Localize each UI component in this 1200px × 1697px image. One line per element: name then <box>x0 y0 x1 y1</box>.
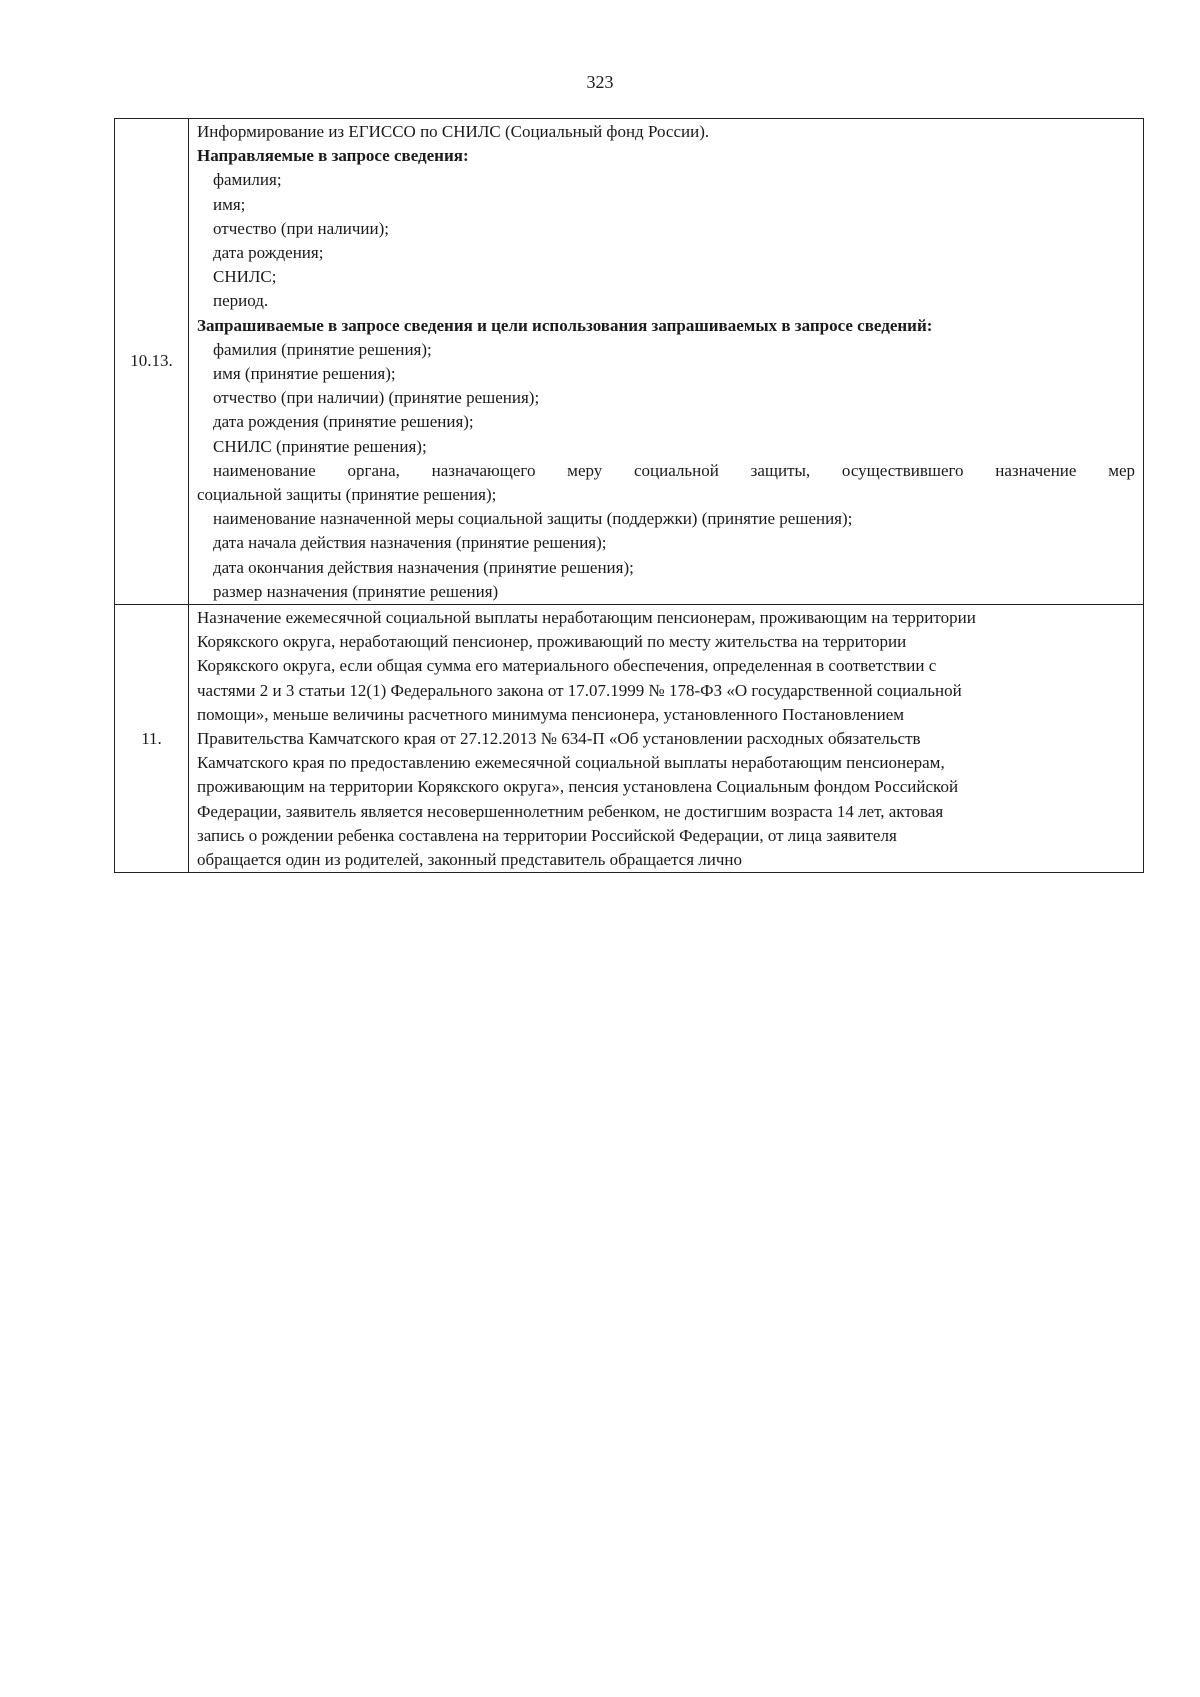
requested-field-item-organ: наименование органа, назначающего меру социальной защиты, осуществившего назначение мер <box>213 460 1135 480</box>
requested-field-item: имя (принятие решения); <box>213 364 396 384</box>
row-text-line: проживающим на территории Корякского округа», пенсия установлена Социальным фондом Российской <box>197 777 959 797</box>
sent-field-item: фамилия; <box>213 170 282 190</box>
requested-field-item: отчество (при наличии) (принятие решения); <box>213 388 540 408</box>
row-number-cell: 10.13. <box>115 119 189 605</box>
requested-field-item: СНИЛС (принятие решения); <box>213 436 427 456</box>
row-text-line: частями 2 и 3 статьи 12(1) Федерального закона от 17.07.1999 № 178-ФЗ «О государственной социальной <box>197 680 962 700</box>
row-text-line: запись о рождении ребенка составлена на территории Российской Федерации, от лица заявителя <box>197 825 897 845</box>
row-content-cell <box>189 605 1144 873</box>
sent-field-item: имя; <box>213 194 246 214</box>
sent-fields-heading: Направляемые в запросе сведения: <box>197 146 469 166</box>
row-text-line: Камчатского края по предоставлению ежемесячной социальной выплаты неработающим пенсионерам, <box>197 753 945 773</box>
sent-field-item: период. <box>213 291 269 311</box>
row-intro: Информирование из ЕГИССО по СНИЛС (Социальный фонд России). <box>197 122 710 141</box>
service-table <box>114 118 1144 873</box>
row-text-line: Корякского округа, если общая сумма его материального обеспечения, определенная в соответствии с <box>197 656 937 676</box>
table-row <box>115 119 1144 605</box>
row-text-line: Корякского округа, неработающий пенсионер, проживающий по месту жительства на территории <box>197 632 907 652</box>
requested-fields-heading: Запрашиваемые в запросе сведения и цели использования запрашиваемых в запросе сведений: <box>197 315 933 335</box>
requested-field-item-organ-continuation: социальной защиты (принятие решения); <box>197 485 497 505</box>
row-text-line: обращается один из родителей, законный представитель обращается лично <box>197 850 743 870</box>
row-text-line: Правительства Камчатского края от 27.12.2013 № 634-П «Об установлении расходных обязательств <box>197 729 921 749</box>
row-content-cell <box>189 119 1144 605</box>
requested-field-item: дата начала действия назначения (принятие решения); <box>213 533 607 553</box>
sent-field-item: дата рождения; <box>213 243 324 263</box>
row-text-line: Федерации, заявитель является несовершеннолетним ребенком, не достигшим возраста 14 лет, актовая <box>197 801 944 821</box>
requested-field-item: дата рождения (принятие решения); <box>213 412 474 432</box>
requested-field-item: наименование назначенной меры социальной защиты (поддержки) (принятие решения); <box>213 509 853 529</box>
row-text-line: Назначение ежемесячной социальной выплаты неработающим пенсионерам, проживающим на территории <box>197 608 976 628</box>
requested-field-item: размер назначения (принятие решения) <box>213 581 499 601</box>
sent-field-item: СНИЛС; <box>213 267 277 287</box>
row-text-line: помощи», меньше величины расчетного минимума пенсионера, установленного Постановлением <box>197 704 905 724</box>
page-number: 323 <box>586 72 614 92</box>
row-number-cell: 11. <box>115 605 189 873</box>
table-row <box>115 605 1144 873</box>
sent-field-item: отчество (при наличии); <box>213 218 389 238</box>
requested-field-item: дата окончания действия назначения (принятие решения); <box>213 557 634 577</box>
requested-field-item: фамилия (принятие решения); <box>213 339 432 359</box>
